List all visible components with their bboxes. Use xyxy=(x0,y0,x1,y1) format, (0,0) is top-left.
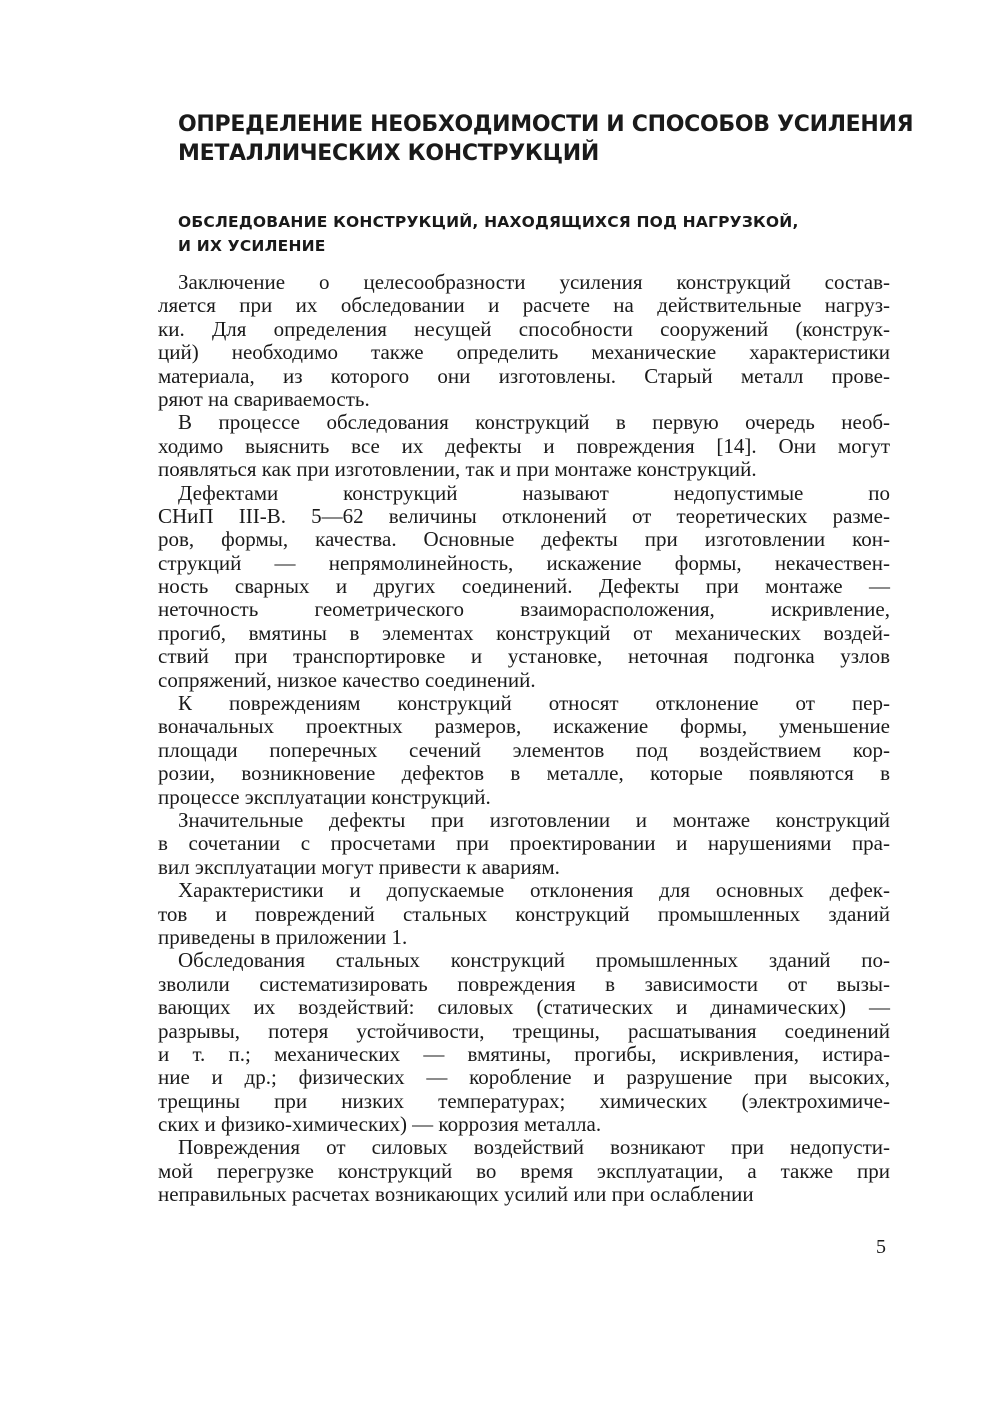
paragraph-line: процессе эксплуатации конструкций. xyxy=(158,784,491,809)
paragraph xyxy=(158,692,890,809)
paragraph-line: ров, формы, качества. Основные дефекты при изготовлении кон- xyxy=(158,527,890,552)
paragraph-line: неточность геометрического взаиморасположения, искривление, xyxy=(158,597,890,622)
section-title-line: И ИХ УСИЛЕНИЕ xyxy=(178,237,326,255)
paragraph xyxy=(158,271,890,411)
paragraph-line: К повреждениям конструкций относят отклонение от пер- xyxy=(178,691,890,716)
paragraph-line: площади поперечных сечений элементов под воздействием кор- xyxy=(158,737,890,762)
paragraph-line: Повреждения от силовых воздействий возникают при недопусти- xyxy=(178,1135,890,1160)
paragraph-line: ствий при транспортировке и установке, неточная подгонка узлов xyxy=(158,644,890,669)
paragraph-line: ние и др.; физических — коробление и разрушение при высоких, xyxy=(158,1065,890,1090)
paragraph-line: ки. Для определения несущей способности сооружений (конструк- xyxy=(158,316,890,341)
paragraph xyxy=(158,1136,890,1206)
section-title-line: ОБСЛЕДОВАНИЕ КОНСТРУКЦИЙ, НАХОДЯЩИХСЯ ПОД НАГРУЗКОЙ, xyxy=(178,213,799,231)
chapter-title-line: ОПРЕДЕЛЕНИЕ НЕОБХОДИМОСТИ И СПОСОБОВ УСИЛЕНИЯ xyxy=(178,112,914,137)
page-number: 5 xyxy=(876,1236,886,1258)
paragraph-line: Характеристики и допускаемые отклонения для основных дефек- xyxy=(178,878,890,903)
paragraph xyxy=(158,949,890,1136)
paragraph-line: воначальных проектных размеров, искажение формы, уменьшение xyxy=(158,714,890,739)
paragraph-line: струкций — непрямолинейность, искажение формы, некачествен- xyxy=(158,550,890,575)
paragraph-line: и т. п.; механических — вмятины, прогибы, искривления, истира- xyxy=(158,1041,890,1066)
paragraph-line: СНиП III-В. 5—62 величины отклонений от теоретических разме- xyxy=(158,503,890,528)
paragraph-line: вающих их воздействий: силовых (статических и динамических) — xyxy=(158,995,890,1020)
chapter-title xyxy=(178,110,914,168)
paragraph-line: вил эксплуатации могут привести к авариям. xyxy=(158,854,560,879)
paragraph-line: В процессе обследования конструкций в первую очередь необ- xyxy=(178,410,890,435)
paragraph-line: неправильных расчетах возникающих усилий или при ослаблении xyxy=(158,1182,754,1207)
paragraph-line: трещины при низких температурах; химических (электрохимиче- xyxy=(158,1088,890,1113)
paragraph-line: материала, из которого они изготовлены. Старый металл прове- xyxy=(158,363,890,388)
chapter-title-line: МЕТАЛЛИЧЕСКИХ КОНСТРУКЦИЙ xyxy=(178,141,599,166)
paragraph xyxy=(158,809,890,879)
paragraph xyxy=(158,411,890,481)
paragraph-line: Дефектами конструкций называют недопустимые по xyxy=(178,480,890,505)
paragraph-line: розии, возникновение дефектов в металле, которые появляются в xyxy=(158,761,890,786)
body-text xyxy=(158,271,890,1207)
paragraph-line: разрывы, потеря устойчивости, трещины, расшатывания соединений xyxy=(158,1018,890,1043)
paragraph-line: ских и физико-химических) — коррозия металла. xyxy=(158,1112,602,1137)
paragraph-line: тов и повреждений стальных конструкций промышленных зданий xyxy=(158,901,890,926)
paragraph-line: Значительные дефекты при изготовлении и монтаже конструкций xyxy=(178,807,890,832)
paragraph xyxy=(158,879,890,949)
paragraph-line: ходимо выяснить все их дефекты и повреждения [14]. Они могут xyxy=(158,433,890,458)
paragraph-line: сопряжений, низкое качество соединений. xyxy=(158,667,536,692)
paragraph-line: Заключение о целесообразности усиления конструкций состав- xyxy=(178,270,890,294)
paragraph xyxy=(158,482,890,693)
paragraph-line: ряют на свариваемость. xyxy=(158,386,370,411)
paragraph-line: прогиб, вмятины в элементах конструкций от механических воздей- xyxy=(158,620,890,645)
paragraph-line: появляться как при изготовлении, так и при монтаже конструкций. xyxy=(158,457,757,482)
section-title xyxy=(178,210,878,258)
paragraph-line: зволили систематизировать повреждения в зависимости от вызы- xyxy=(158,971,890,996)
paragraph-line: приведены в приложении 1. xyxy=(158,924,408,949)
paragraph-line: ность сварных и других соединений. Дефекты при монтаже — xyxy=(158,574,890,599)
paragraph-line: ляется при их обследовании и расчете на действительные нагруз- xyxy=(158,293,890,318)
paragraph-line: Обследования стальных конструкций промышленных зданий по- xyxy=(178,948,890,973)
paragraph-line: ций) необходимо также определить механические характеристики xyxy=(158,340,890,365)
paragraph-line: в сочетании с просчетами при проектировании и нарушениями пра- xyxy=(158,831,890,856)
paragraph-line: мой перегрузке конструкций во время эксплуатации, а также при xyxy=(158,1158,890,1183)
